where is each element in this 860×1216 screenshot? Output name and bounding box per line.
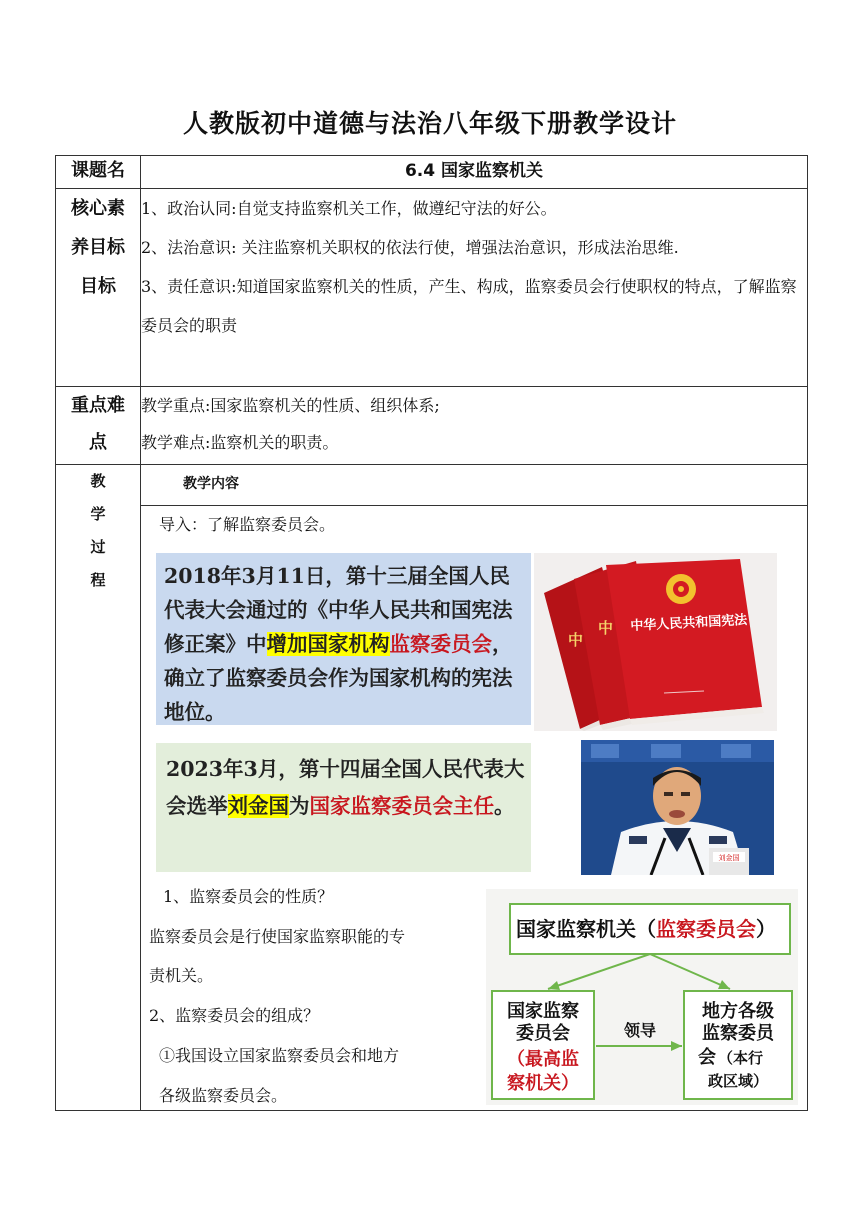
key-points-row [56, 387, 808, 465]
svg-text:（本行: （本行 [718, 1049, 764, 1067]
goal-item: 3、责任意识:知道国家监察机关的性质，产生、构成，监察委员会行使职权的特点，了解监察委员会的职责 [141, 277, 797, 335]
content-area [141, 506, 807, 1110]
process-label: 教 学 过 程 [56, 465, 141, 1111]
core-goals-label: 核心素 养目标 目标 [56, 189, 141, 387]
highlight-text: 增加国家机构 [266, 632, 390, 656]
red-text: 监察委员会 [389, 632, 492, 656]
key-points-label: 重点难 点 [56, 387, 141, 465]
book-spine-label: 中 [568, 631, 584, 649]
highlight-text: 刘金国 [227, 794, 289, 818]
svg-text:会: 会 [698, 1047, 716, 1068]
svg-text:地方各级: 地方各级 [702, 1001, 774, 1022]
goal-item: 2、法治意识: 关注监察机关职权的依法行使，增强法治意识，形成法治思维. [141, 238, 679, 257]
topic-value: 6.4 国家监察机关 [141, 156, 808, 189]
goal-item: 1、政治认同:自觉支持监察机关工作，做遵纪守法的好公。 [141, 199, 557, 218]
svg-text:（最高监: （最高监 [507, 1049, 579, 1070]
svg-text:国家监察: 国家监察 [507, 1001, 579, 1022]
supervision-structure-diagram [486, 889, 798, 1105]
svg-text:委员会: 委员会 [516, 1023, 570, 1044]
answer-1-line-2: 责机关。 [149, 966, 214, 985]
svg-text:政区域）: 政区域） [707, 1072, 769, 1090]
answer-1-line-1: 监察委员会是行使国家监察职能的专 [149, 927, 406, 946]
constitution-books-image [534, 553, 777, 731]
core-goals-text [141, 189, 808, 387]
director-photo [581, 740, 774, 875]
document-title: 人教版初中道德与法治八年级下册教学设计 [182, 109, 677, 138]
topic-label: 课题名 [56, 156, 141, 189]
lead-label: 领导 [623, 1021, 657, 1040]
answer-2-line-2: 各级监察委员会。 [159, 1086, 288, 1105]
book-cover-title: 中华人民共和国宪法 [629, 612, 748, 635]
official-portrait-illustration [581, 740, 774, 875]
core-goals-row [56, 189, 808, 387]
answer-2-line-1: ①我国设立国家监察委员会和地方 [159, 1046, 400, 1065]
name-plate: 刘金国 [718, 854, 740, 862]
red-text: 国家监察委员会主任 [309, 794, 494, 818]
content-header: 教学内容 [141, 465, 807, 506]
key-item: 教学难点:监察机关的职责。 [141, 433, 339, 452]
director-text-box: 2023年3月，第十四届全国人民代表大会选举刘金国为国家监察委员会主任。 [156, 743, 531, 872]
top-node-label: 国家监察机关（监察委员会） [516, 917, 776, 941]
intro-text: 导入：了解监察委员会。 [159, 515, 336, 534]
key-points-text [141, 387, 808, 465]
question-2: 2、监察委员会的组成？ [149, 1006, 320, 1025]
constitution-text-box: 2018年3月11日，第十三届全国人民代表大会通过的《中华人民共和国宪法修正案》中增加国家机构监察委员会，确立了监察委员会作为国家机构的宪法地位。 [156, 553, 531, 725]
svg-text:监察委员: 监察委员 [702, 1023, 774, 1044]
process-row [56, 465, 808, 1111]
lesson-plan-table [55, 155, 808, 1111]
key-item: 教学重点:国家监察机关的性质、组织体系; [141, 396, 440, 415]
constitution-books-illustration [534, 553, 777, 731]
svg-text:察机关）: 察机关） [507, 1073, 579, 1094]
question-1: 1、监察委员会的性质？ [163, 887, 334, 906]
svg-text:中: 中 [598, 619, 614, 637]
process-content [141, 465, 808, 1111]
topic-row [56, 156, 808, 189]
